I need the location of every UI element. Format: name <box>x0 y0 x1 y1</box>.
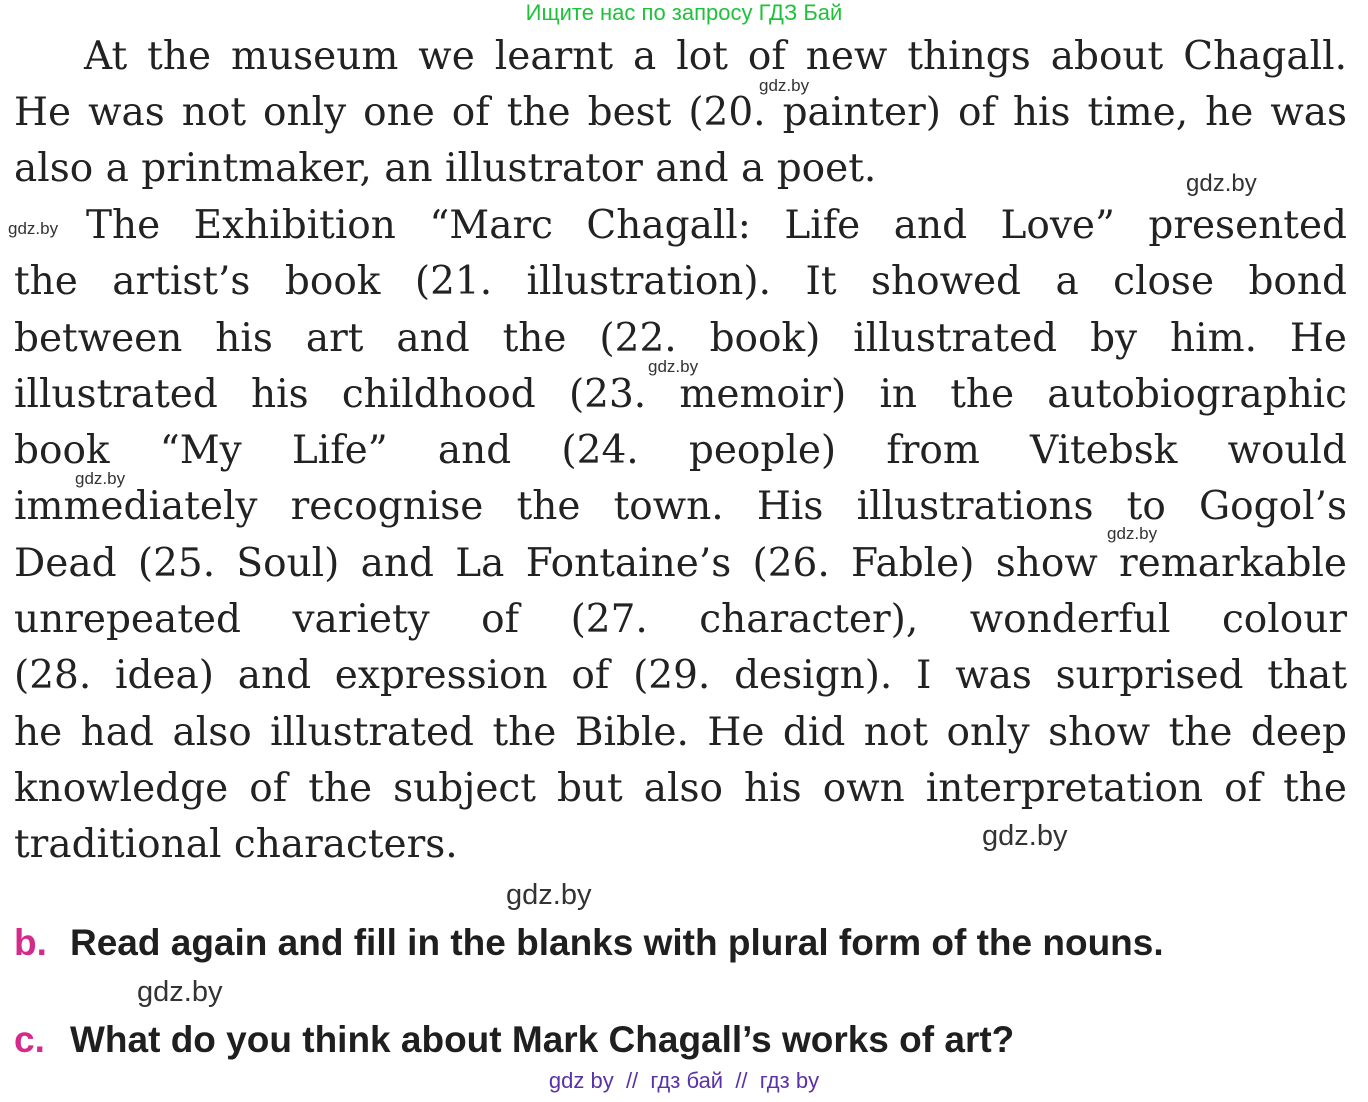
watermark: gdz.by <box>648 357 699 376</box>
watermark: gdz.by <box>506 879 592 911</box>
watermark: gdz.by <box>75 469 126 488</box>
watermark: gdz.by <box>759 76 810 95</box>
passage-line: (28. idea) and expression of (29. design). I was surprised that <box>14 653 1347 698</box>
passage-line: also a printmaker, an illustrator and a poet. <box>14 146 877 191</box>
passage-line: immediately recognise the town. His illustrations to Gogol’s <box>14 484 1347 529</box>
passage-line: between his art and the (22. book) illustrated by him. He <box>14 316 1347 361</box>
passage-line: traditional characters. <box>14 822 458 867</box>
watermark: gdz.by <box>1107 524 1158 543</box>
passage-line: The Exhibition “Marc Chagall: Life and Love” presented <box>86 203 1347 248</box>
watermark-footer: gdz by // гдз бай // гдз by <box>548 1068 820 1093</box>
task-letter: c. <box>14 1019 45 1060</box>
passage-line: book “My Life” and (24. people) from Vitebsk would <box>14 428 1347 473</box>
task-letter: b. <box>14 922 47 963</box>
passage-line: the artist’s book (21. illustration). It showed a close bond <box>14 259 1347 304</box>
passage-line: he had also illustrated the Bible. He did not only show the deep <box>14 710 1347 755</box>
watermark: gdz.by <box>137 976 223 1008</box>
watermark-header: Ищите нас по запросу ГДЗ Бай <box>525 0 843 25</box>
passage-line: He was not only one of the best (20. painter) of his time, he was <box>14 90 1347 135</box>
passage-line: unrepeated variety of (27. character), wonderful colour <box>14 597 1347 642</box>
task-c <box>14 1018 1014 1062</box>
passage-line: knowledge of the subject but also his own interpretation of the <box>14 766 1347 811</box>
passage-line: Dead (25. Soul) and La Fontaine’s (26. Fable) show remarkable <box>14 541 1347 586</box>
passage-line: At the museum we learnt a lot of new things about Chagall. <box>84 34 1347 79</box>
watermark: gdz.by <box>982 820 1068 852</box>
task-b <box>14 921 1164 965</box>
watermark: gdz.by <box>1186 170 1257 197</box>
watermark: gdz.by <box>8 219 59 238</box>
task-text: What do you think about Mark Chagall’s works of art? <box>70 1019 1015 1060</box>
task-text: Read again and fill in the blanks with plural form of the nouns. <box>70 922 1164 963</box>
passage-line: illustrated his childhood (23. memoir) in the autobiographic <box>14 372 1347 417</box>
